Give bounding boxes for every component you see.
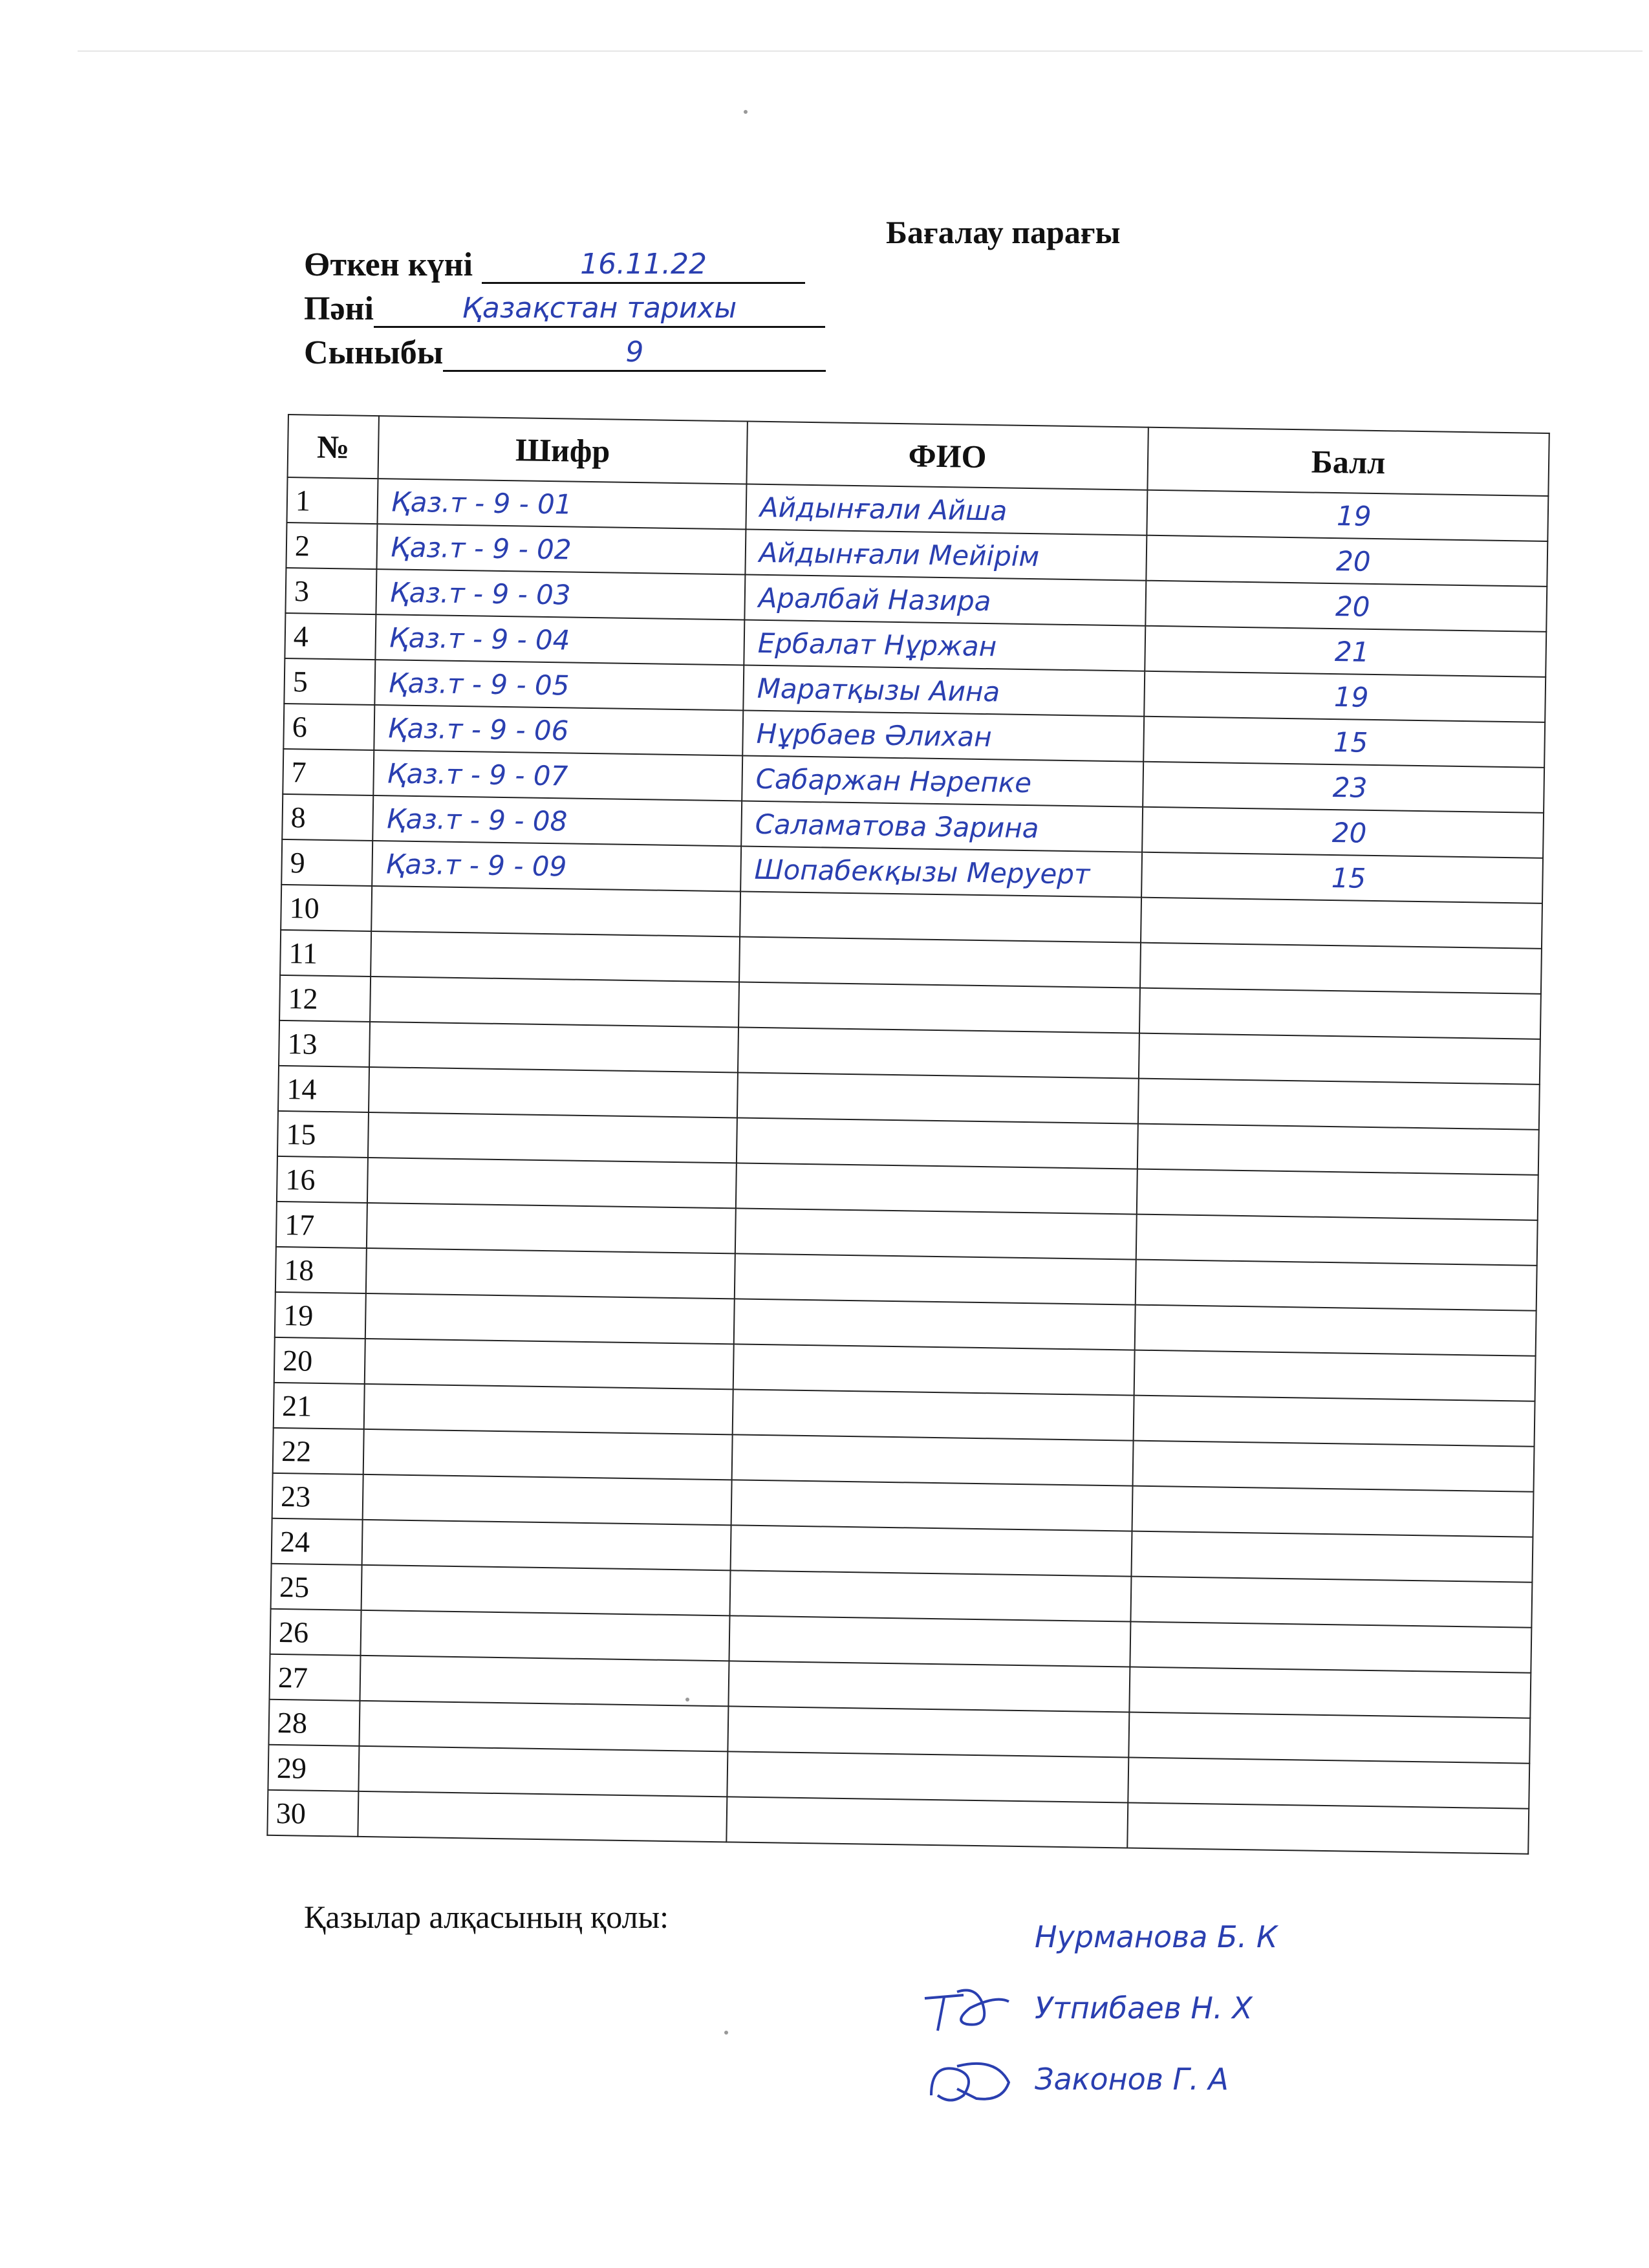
- row-name-cell: [731, 1480, 1133, 1531]
- row-name-cell: Айдынғали Мейірім: [745, 530, 1147, 581]
- row-name-cell: [738, 982, 1140, 1033]
- jury-member-name: Утпибаев Н. Х: [1035, 1991, 1253, 2025]
- row-score-cell: 21: [1145, 626, 1546, 677]
- row-code-cell: [365, 1293, 735, 1344]
- row-code-cell: Қаз.т - 9 - 07: [373, 750, 742, 801]
- row-code-cell: [369, 1067, 738, 1118]
- row-name-cell: [737, 1118, 1138, 1169]
- jury-member-row: [918, 1972, 1449, 2044]
- row-number-cell: 11: [280, 930, 371, 977]
- row-code-cell: [358, 1746, 727, 1797]
- row-number-cell: 17: [276, 1202, 367, 1248]
- row-name-cell: [729, 1615, 1130, 1667]
- row-code-cell: [361, 1610, 730, 1661]
- row-number-cell: 18: [275, 1247, 367, 1293]
- row-score-cell: 20: [1142, 807, 1544, 858]
- jury-member-row: [918, 1901, 1449, 1972]
- row-score-cell: [1129, 1667, 1531, 1718]
- row-score-cell: 20: [1146, 535, 1547, 587]
- row-number-cell: 14: [278, 1066, 369, 1112]
- row-score-cell: 20: [1145, 581, 1547, 632]
- column-header-code: Шифр: [378, 416, 748, 484]
- row-number-cell: 4: [285, 613, 376, 660]
- row-number-cell: 22: [273, 1428, 364, 1474]
- row-name-cell: [728, 1661, 1130, 1712]
- row-score-cell: [1136, 1215, 1538, 1266]
- subject-value: Қазақстан тарихы: [462, 292, 737, 325]
- subject-label: Пәні: [304, 290, 374, 327]
- row-code-cell: [365, 1339, 734, 1389]
- row-name-cell: Ербалат Нұржан: [744, 620, 1145, 671]
- row-name-cell: Маратқызы Аина: [743, 665, 1145, 717]
- row-code-cell: Қаз.т - 9 - 09: [372, 841, 741, 891]
- row-code-cell: [367, 1158, 737, 1208]
- page-title: Бағалау парағы: [886, 214, 1121, 250]
- jury-member-name: Нурманова Б. К: [1035, 1919, 1278, 1954]
- column-header-name: ФИО: [746, 422, 1148, 490]
- scan-edge-line: [78, 50, 1643, 52]
- row-score-cell: 15: [1143, 717, 1545, 768]
- row-number-cell: 1: [287, 477, 378, 524]
- row-code-cell: [366, 1248, 735, 1299]
- row-name-cell: [731, 1525, 1132, 1576]
- class-blank: [443, 338, 826, 372]
- row-score-cell: 15: [1141, 852, 1543, 903]
- date-value: 16.11.22: [580, 248, 707, 281]
- row-name-cell: [727, 1751, 1128, 1802]
- row-code-cell: [371, 931, 740, 982]
- row-number-cell: 28: [268, 1700, 360, 1746]
- row-code-cell: [362, 1520, 731, 1570]
- row-number-cell: 3: [285, 568, 376, 614]
- row-code-cell: [371, 886, 740, 936]
- row-number-cell: 23: [272, 1473, 363, 1520]
- row-score-cell: [1139, 1033, 1540, 1085]
- row-number-cell: 6: [283, 704, 374, 750]
- row-name-cell: Айдынғали Айша: [746, 484, 1147, 535]
- row-code-cell: Қаз.т - 9 - 04: [375, 614, 744, 665]
- jury-signature-label: Қазылар алқасының қолы:: [304, 1899, 669, 1935]
- subject-field: [304, 290, 825, 328]
- row-number-cell: 29: [268, 1745, 359, 1791]
- row-name-cell: [726, 1797, 1128, 1848]
- row-name-cell: Сабаржан Нәрепке: [742, 755, 1143, 806]
- class-field: [304, 334, 826, 372]
- table-body: [267, 477, 1548, 1854]
- scan-speck: [744, 110, 748, 114]
- class-label: Сыныбы: [304, 334, 444, 371]
- row-name-cell: [737, 1072, 1139, 1123]
- handwritten-signature: [918, 1979, 1015, 2037]
- row-name-cell: [735, 1253, 1136, 1304]
- row-code-cell: Қаз.т - 9 - 01: [377, 479, 746, 529]
- jury-member-row: [918, 2044, 1449, 2115]
- row-number-cell: 8: [282, 794, 373, 841]
- row-name-cell: Саламатова Зарина: [741, 801, 1143, 852]
- row-score-cell: 19: [1144, 671, 1546, 722]
- row-score-cell: 23: [1143, 762, 1544, 813]
- grade-table: [266, 414, 1549, 1855]
- row-code-cell: [361, 1565, 731, 1615]
- row-name-cell: [734, 1299, 1136, 1350]
- row-score-cell: [1139, 988, 1541, 1039]
- row-number-cell: 20: [274, 1337, 365, 1384]
- row-name-cell: [735, 1208, 1137, 1259]
- row-number-cell: 12: [279, 975, 371, 1022]
- row-score-cell: [1127, 1803, 1529, 1854]
- row-name-cell: [733, 1389, 1134, 1440]
- row-name-cell: [738, 1027, 1139, 1078]
- row-score-cell: [1137, 1169, 1538, 1220]
- grade-table-wrapper: [267, 414, 1549, 1846]
- row-score-cell: [1135, 1305, 1536, 1356]
- row-score-cell: 19: [1147, 490, 1548, 541]
- row-name-cell: Нұрбаев Әлихан: [742, 710, 1144, 761]
- column-header-number: №: [288, 415, 379, 479]
- row-code-cell: [363, 1429, 733, 1480]
- row-name-cell: Аралбай Назира: [744, 575, 1146, 626]
- jury-member-name: Законов Г. А: [1035, 2062, 1229, 2097]
- row-code-cell: [363, 1474, 732, 1525]
- row-number-cell: 26: [270, 1609, 361, 1656]
- row-code-cell: Қаз.т - 9 - 03: [376, 569, 745, 620]
- row-name-cell: Шопабекқызы Меруерт: [740, 846, 1142, 897]
- row-code-cell: [369, 1022, 738, 1072]
- row-code-cell: [359, 1701, 728, 1751]
- column-header-score: Балл: [1147, 427, 1549, 496]
- row-name-cell: [739, 936, 1141, 988]
- row-score-cell: [1136, 1260, 1537, 1311]
- row-code-cell: Қаз.т - 9 - 05: [374, 660, 744, 710]
- row-code-cell: [360, 1656, 729, 1706]
- row-number-cell: 7: [283, 749, 374, 795]
- handwritten-signature: [918, 2050, 1015, 2108]
- row-number-cell: 16: [277, 1156, 368, 1203]
- row-number-cell: 9: [281, 839, 372, 886]
- row-score-cell: [1137, 1124, 1539, 1175]
- row-number-cell: 21: [274, 1383, 365, 1429]
- date-field: [304, 246, 805, 284]
- row-score-cell: [1128, 1758, 1529, 1809]
- row-number-cell: 13: [279, 1021, 370, 1067]
- row-score-cell: [1132, 1486, 1534, 1537]
- date-blank: [482, 250, 805, 284]
- row-name-cell: [733, 1344, 1135, 1395]
- row-score-cell: [1133, 1441, 1535, 1492]
- class-value: 9: [625, 336, 644, 369]
- row-code-cell: [364, 1384, 733, 1434]
- row-number-cell: 5: [284, 658, 375, 705]
- row-score-cell: [1130, 1622, 1531, 1673]
- row-score-cell: [1134, 1396, 1535, 1447]
- row-number-cell: 30: [267, 1790, 358, 1837]
- row-name-cell: [727, 1706, 1129, 1757]
- row-code-cell: [370, 977, 739, 1027]
- row-code-cell: Қаз.т - 9 - 02: [376, 524, 746, 574]
- row-score-cell: [1134, 1350, 1536, 1401]
- row-code-cell: Қаз.т - 9 - 08: [372, 795, 742, 846]
- date-label: Өткен күні: [304, 246, 473, 283]
- row-name-cell: [740, 891, 1141, 942]
- signature-placeholder: [918, 1908, 1015, 1966]
- row-code-cell: [367, 1203, 736, 1253]
- row-name-cell: [730, 1570, 1132, 1621]
- row-name-cell: [736, 1163, 1137, 1214]
- row-score-cell: [1130, 1577, 1532, 1628]
- row-score-cell: [1131, 1531, 1533, 1582]
- row-score-cell: [1141, 898, 1542, 949]
- row-number-cell: 24: [272, 1518, 363, 1565]
- row-score-cell: [1138, 1079, 1540, 1130]
- jury-signatures: [918, 1901, 1449, 2115]
- row-number-cell: 15: [277, 1111, 369, 1158]
- row-code-cell: [358, 1791, 727, 1842]
- row-number-cell: 19: [275, 1292, 366, 1339]
- row-number-cell: 27: [270, 1654, 361, 1701]
- row-code-cell: [368, 1112, 737, 1163]
- row-number-cell: 2: [286, 523, 377, 569]
- scan-speck: [724, 2031, 728, 2035]
- subject-blank: [374, 294, 825, 328]
- row-score-cell: [1140, 943, 1542, 994]
- row-code-cell: Қаз.т - 9 - 06: [374, 705, 743, 755]
- row-score-cell: [1128, 1712, 1530, 1764]
- row-number-cell: 10: [281, 885, 372, 931]
- row-number-cell: 25: [271, 1564, 362, 1610]
- row-name-cell: [732, 1434, 1134, 1485]
